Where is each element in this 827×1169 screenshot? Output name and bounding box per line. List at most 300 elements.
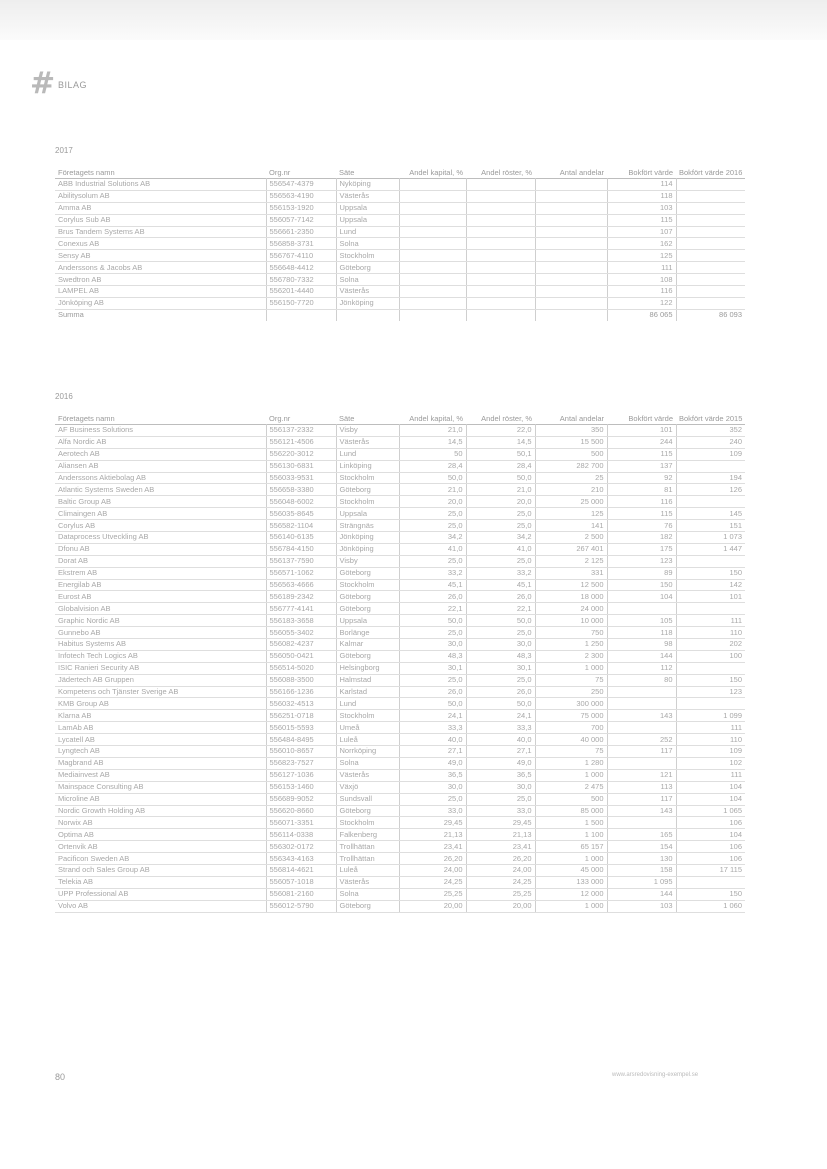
cell-shares bbox=[535, 297, 607, 309]
cell-shares: 1 100 bbox=[535, 829, 607, 841]
cell-capital bbox=[399, 297, 466, 309]
cell-book-value: 118 bbox=[607, 190, 676, 202]
cell-book-value: 182 bbox=[607, 532, 676, 544]
cell-capital bbox=[399, 202, 466, 214]
cell-name: Mainspace Consulting AB bbox=[55, 781, 266, 793]
cell-book-value-prev bbox=[676, 214, 745, 226]
cell-orgnr: 556137-7590 bbox=[266, 555, 336, 567]
cell-orgnr: 556658-3380 bbox=[266, 484, 336, 496]
cell-book-value-prev: 111 bbox=[676, 769, 745, 781]
cell-name: Graphic Nordic AB bbox=[55, 615, 266, 627]
cell-book-value-prev: 123 bbox=[676, 686, 745, 698]
cell-votes bbox=[466, 226, 535, 238]
table-row bbox=[55, 805, 745, 817]
cell-book-value-prev bbox=[676, 876, 745, 888]
cell-orgnr: 556015-5593 bbox=[266, 722, 336, 734]
cell-orgnr: 556343-4163 bbox=[266, 853, 336, 865]
cell-capital: 33,2 bbox=[399, 567, 466, 579]
cell-capital: 24,25 bbox=[399, 876, 466, 888]
table-row bbox=[55, 179, 745, 191]
cell-orgnr: 556689-9052 bbox=[266, 793, 336, 805]
cell-city: Uppsala bbox=[336, 508, 399, 520]
cell-shares: 282 700 bbox=[535, 460, 607, 472]
cell-orgnr: 556620-8660 bbox=[266, 805, 336, 817]
cell-shares: 12 000 bbox=[535, 888, 607, 900]
cell-name: LamAb AB bbox=[55, 722, 266, 734]
cell-city: Stockholm bbox=[336, 710, 399, 722]
cell-capital: 34,2 bbox=[399, 532, 466, 544]
cell-book-value-prev: 100 bbox=[676, 650, 745, 662]
cell-votes bbox=[466, 190, 535, 202]
table-row bbox=[55, 448, 745, 460]
cell-city: Trollhättan bbox=[336, 853, 399, 865]
cell-votes: 20,00 bbox=[466, 900, 535, 912]
cell-orgnr: 556127-1036 bbox=[266, 769, 336, 781]
cell-shares: 300 000 bbox=[535, 698, 607, 710]
cell-votes: 26,0 bbox=[466, 591, 535, 603]
cell-city: Trollhättan bbox=[336, 841, 399, 853]
table-row bbox=[55, 202, 745, 214]
cell-book-value: 113 bbox=[607, 781, 676, 793]
table-row bbox=[55, 460, 745, 472]
col-header-city: Säte bbox=[339, 168, 355, 177]
cell-shares: 141 bbox=[535, 520, 607, 532]
cell-name: Mediainvest AB bbox=[55, 769, 266, 781]
cell-shares bbox=[535, 309, 607, 320]
cell-name: ABB Industrial Solutions AB bbox=[55, 179, 266, 191]
table-row bbox=[55, 484, 745, 496]
cell-orgnr: 556048-6002 bbox=[266, 496, 336, 508]
cell-orgnr: 556220-3012 bbox=[266, 448, 336, 460]
col-header-book-value-prev: Bokfört värde 2015 bbox=[679, 414, 743, 423]
cell-book-value: 143 bbox=[607, 710, 676, 722]
table-row bbox=[55, 543, 745, 555]
cell-votes: 21,13 bbox=[466, 829, 535, 841]
cell-book-value: 80 bbox=[607, 674, 676, 686]
cell-capital: 25,0 bbox=[399, 627, 466, 639]
cell-name: Anderssons Aktiebolag AB bbox=[55, 472, 266, 484]
cell-shares bbox=[535, 286, 607, 298]
cell-book-value: 144 bbox=[607, 650, 676, 662]
col-header-capital: Andel kapital, % bbox=[409, 168, 463, 177]
cell-name: Summa bbox=[58, 310, 84, 320]
cell-name: Abilitysolum AB bbox=[55, 190, 266, 202]
cell-capital: 27,1 bbox=[399, 746, 466, 758]
table-year: 2017 bbox=[55, 146, 73, 155]
cell-votes bbox=[466, 297, 535, 309]
cell-name: Aerotech AB bbox=[55, 448, 266, 460]
cell-votes: 21,0 bbox=[466, 484, 535, 496]
cell-city: Jönköping bbox=[336, 297, 399, 309]
cell-shares: 24 000 bbox=[535, 603, 607, 615]
cell-orgnr: 556035-8645 bbox=[266, 508, 336, 520]
table-year: 2016 bbox=[55, 392, 73, 401]
col-header-orgnr: Org.nr bbox=[269, 168, 291, 177]
cell-book-value: 115 bbox=[607, 214, 676, 226]
cell-orgnr: 556050-0421 bbox=[266, 650, 336, 662]
cell-city: Luleå bbox=[336, 864, 399, 876]
cell-book-value-prev bbox=[676, 226, 745, 238]
table-row bbox=[55, 520, 745, 532]
cell-shares: 2 500 bbox=[535, 532, 607, 544]
cell-book-value bbox=[607, 722, 676, 734]
cell-book-value-prev bbox=[676, 250, 745, 262]
cell-name: Ortenvik AB bbox=[55, 841, 266, 853]
cell-book-value: 118 bbox=[607, 627, 676, 639]
cell-shares: 125 bbox=[535, 508, 607, 520]
cell-book-value-prev: 104 bbox=[676, 781, 745, 793]
header-label: BILAG bbox=[58, 80, 88, 90]
cell-city: Uppsala bbox=[336, 615, 399, 627]
cell-city: Visby bbox=[336, 555, 399, 567]
cell-name: Aliansen AB bbox=[55, 460, 266, 472]
cell-capital: 33,3 bbox=[399, 722, 466, 734]
cell-name: Optima AB bbox=[55, 829, 266, 841]
cell-book-value-prev: 1 073 bbox=[676, 532, 745, 544]
cell-city: Nyköping bbox=[336, 179, 399, 191]
cell-book-value-prev: 109 bbox=[676, 448, 745, 460]
table-row bbox=[55, 793, 745, 805]
cell-name: Conexus AB bbox=[55, 238, 266, 250]
table-row bbox=[55, 853, 745, 865]
cell-name: Brus Tandem Systems AB bbox=[55, 226, 266, 238]
cell-shares: 133 000 bbox=[535, 876, 607, 888]
cell-city: Västerås bbox=[336, 436, 399, 448]
cell-book-value: 116 bbox=[607, 496, 676, 508]
cell-name: Norwix AB bbox=[55, 817, 266, 829]
cell-book-value-prev: 101 bbox=[676, 591, 745, 603]
cell-name: LAMPEL AB bbox=[55, 286, 266, 298]
cell-book-value-prev bbox=[676, 460, 745, 472]
cell-book-value-prev: 126 bbox=[676, 484, 745, 496]
cell-book-value: 86 065 bbox=[607, 309, 676, 320]
cell-votes: 25,25 bbox=[466, 888, 535, 900]
cell-orgnr: 556183-3658 bbox=[266, 615, 336, 627]
cell-shares: 65 157 bbox=[535, 841, 607, 853]
table-row bbox=[55, 817, 745, 829]
cell-votes: 49,0 bbox=[466, 757, 535, 769]
col-header-capital: Andel kapital, % bbox=[409, 414, 463, 423]
cell-orgnr: 556201-4440 bbox=[266, 286, 336, 298]
cell-votes: 26,20 bbox=[466, 853, 535, 865]
cell-orgnr: 556010-8657 bbox=[266, 746, 336, 758]
cell-name: Sensy AB bbox=[55, 250, 266, 262]
cell-orgnr: 556057-1018 bbox=[266, 876, 336, 888]
cell-capital: 40,0 bbox=[399, 734, 466, 746]
cell-votes: 48,3 bbox=[466, 650, 535, 662]
cell-orgnr: 556189-2342 bbox=[266, 591, 336, 603]
cell-book-value-prev: 106 bbox=[676, 841, 745, 853]
col-header-book-value: Bokfört värde bbox=[628, 168, 673, 177]
cell-book-value: 92 bbox=[607, 472, 676, 484]
cell-book-value: 175 bbox=[607, 543, 676, 555]
cell-city: Norrköping bbox=[336, 746, 399, 758]
cell-orgnr: 556858-3731 bbox=[266, 238, 336, 250]
cell-votes: 24,00 bbox=[466, 864, 535, 876]
cell-book-value-prev: 194 bbox=[676, 472, 745, 484]
cell-votes bbox=[466, 179, 535, 191]
cell-city: Stockholm bbox=[336, 496, 399, 508]
cell-orgnr: 556082-4237 bbox=[266, 639, 336, 651]
table-row bbox=[55, 472, 745, 484]
col-header-orgnr: Org.nr bbox=[269, 414, 291, 423]
cell-shares bbox=[535, 226, 607, 238]
cell-capital: 25,0 bbox=[399, 520, 466, 532]
cell-book-value-prev: 145 bbox=[676, 508, 745, 520]
cell-name: Infotech Tech Logics AB bbox=[55, 650, 266, 662]
col-header-shares: Antal andelar bbox=[559, 414, 604, 423]
cell-capital: 50,0 bbox=[399, 698, 466, 710]
cell-name: Swedtron AB bbox=[55, 274, 266, 286]
cell-book-value: 114 bbox=[607, 179, 676, 191]
col-header-votes: Andel röster, % bbox=[481, 168, 532, 177]
cell-city: Göteborg bbox=[336, 567, 399, 579]
cell-city: Borlänge bbox=[336, 627, 399, 639]
cell-city: Göteborg bbox=[336, 262, 399, 274]
cell-shares bbox=[535, 274, 607, 286]
cell-name: Alfa Nordic AB bbox=[55, 436, 266, 448]
table-row bbox=[55, 876, 745, 888]
cell-book-value: 81 bbox=[607, 484, 676, 496]
cell-shares bbox=[535, 190, 607, 202]
holdings-table-2016 bbox=[55, 404, 745, 913]
cell-name: Strand och Sales Group AB bbox=[55, 864, 266, 876]
cell-votes: 24,25 bbox=[466, 876, 535, 888]
cell-book-value: 1 095 bbox=[607, 876, 676, 888]
cell-city: Jönköping bbox=[336, 532, 399, 544]
cell-shares: 210 bbox=[535, 484, 607, 496]
cell-capital: 29,45 bbox=[399, 817, 466, 829]
cell-capital: 33,0 bbox=[399, 805, 466, 817]
cell-book-value bbox=[607, 686, 676, 698]
cell-votes: 25,0 bbox=[466, 555, 535, 567]
cell-city: Kalmar bbox=[336, 639, 399, 651]
cell-capital: 25,0 bbox=[399, 793, 466, 805]
cell-shares: 45 000 bbox=[535, 864, 607, 876]
table-row bbox=[55, 615, 745, 627]
cell-name: Klarna AB bbox=[55, 710, 266, 722]
cell-city: Västerås bbox=[336, 190, 399, 202]
cell-city: Göteborg bbox=[336, 900, 399, 912]
cell-votes: 22,1 bbox=[466, 603, 535, 615]
cell-city: Linköping bbox=[336, 460, 399, 472]
cell-shares: 1 000 bbox=[535, 769, 607, 781]
cell-shares: 15 500 bbox=[535, 436, 607, 448]
cell-votes: 20,0 bbox=[466, 496, 535, 508]
cell-book-value: 252 bbox=[607, 734, 676, 746]
cell-name: Eurost AB bbox=[55, 591, 266, 603]
cell-book-value-prev: 111 bbox=[676, 722, 745, 734]
cell-book-value-prev bbox=[676, 603, 745, 615]
cell-shares bbox=[535, 179, 607, 191]
cell-book-value: 165 bbox=[607, 829, 676, 841]
table-row bbox=[55, 686, 745, 698]
cell-votes: 36,5 bbox=[466, 769, 535, 781]
cell-book-value: 117 bbox=[607, 793, 676, 805]
cell-capital: 30,1 bbox=[399, 662, 466, 674]
cell-name: Telekia AB bbox=[55, 876, 266, 888]
cell-shares: 25 000 bbox=[535, 496, 607, 508]
cell-orgnr: 556784-4150 bbox=[266, 543, 336, 555]
table-header-row bbox=[55, 404, 745, 425]
cell-shares: 25 bbox=[535, 472, 607, 484]
cell-orgnr: 556514-5020 bbox=[266, 662, 336, 674]
cell-city: Karlstad bbox=[336, 686, 399, 698]
cell-name: Microline AB bbox=[55, 793, 266, 805]
cell-orgnr: 556033-9531 bbox=[266, 472, 336, 484]
cell-book-value-prev: 110 bbox=[676, 627, 745, 639]
cell-shares: 75 bbox=[535, 674, 607, 686]
table-row bbox=[55, 286, 745, 298]
cell-orgnr: 556012-5790 bbox=[266, 900, 336, 912]
cell-book-value-prev: 106 bbox=[676, 817, 745, 829]
cell-shares: 500 bbox=[535, 793, 607, 805]
cell-votes bbox=[466, 238, 535, 250]
cell-shares: 10 000 bbox=[535, 615, 607, 627]
cell-name: UPP Professional AB bbox=[55, 888, 266, 900]
table-row bbox=[55, 190, 745, 202]
cell-city: Solna bbox=[336, 888, 399, 900]
cell-book-value: 111 bbox=[607, 262, 676, 274]
table-row bbox=[55, 674, 745, 686]
cell-city: Lund bbox=[336, 448, 399, 460]
cell-votes: 40,0 bbox=[466, 734, 535, 746]
cell-capital bbox=[399, 190, 466, 202]
cell-city: Solna bbox=[336, 757, 399, 769]
cell-name: KMB Group AB bbox=[55, 698, 266, 710]
cell-orgnr: 556302-0172 bbox=[266, 841, 336, 853]
cell-capital: 20,00 bbox=[399, 900, 466, 912]
cell-city: Uppsala bbox=[336, 202, 399, 214]
cell-book-value: 158 bbox=[607, 864, 676, 876]
cell-votes: 26,0 bbox=[466, 686, 535, 698]
cell-city: Strängnäs bbox=[336, 520, 399, 532]
table-row bbox=[55, 722, 745, 734]
cell-orgnr: 556081-2160 bbox=[266, 888, 336, 900]
table-row bbox=[55, 508, 745, 520]
cell-shares: 75 000 bbox=[535, 710, 607, 722]
cell-book-value: 117 bbox=[607, 746, 676, 758]
cell-capital: 25,0 bbox=[399, 508, 466, 520]
table-row bbox=[55, 734, 745, 746]
cell-orgnr: 556055-3402 bbox=[266, 627, 336, 639]
cell-city: Stockholm bbox=[336, 817, 399, 829]
cell-book-value-prev: 106 bbox=[676, 853, 745, 865]
cell-city: Umeå bbox=[336, 722, 399, 734]
table-row bbox=[55, 769, 745, 781]
cell-book-value-prev: 150 bbox=[676, 888, 745, 900]
cell-name: Dorat AB bbox=[55, 555, 266, 567]
cell-name: Dfonu AB bbox=[55, 543, 266, 555]
table-row bbox=[55, 297, 745, 309]
cell-votes: 24,1 bbox=[466, 710, 535, 722]
cell-orgnr: 556057-7142 bbox=[266, 214, 336, 226]
cell-shares: 250 bbox=[535, 686, 607, 698]
cell-votes: 33,2 bbox=[466, 567, 535, 579]
cell-book-value: 108 bbox=[607, 274, 676, 286]
cell-city: Lund bbox=[336, 226, 399, 238]
table-row bbox=[55, 757, 745, 769]
cell-votes: 23,41 bbox=[466, 841, 535, 853]
cell-votes: 25,0 bbox=[466, 627, 535, 639]
cell-book-value-prev: 102 bbox=[676, 757, 745, 769]
cell-city: Stockholm bbox=[336, 579, 399, 591]
cell-book-value: 125 bbox=[607, 250, 676, 262]
cell-shares: 1 000 bbox=[535, 662, 607, 674]
cell-book-value: 107 bbox=[607, 226, 676, 238]
col-header-name: Företagets namn bbox=[58, 168, 115, 177]
cell-city: Göteborg bbox=[336, 603, 399, 615]
cell-book-value: 121 bbox=[607, 769, 676, 781]
cell-name: Nordic Growth Holding AB bbox=[55, 805, 266, 817]
cell-shares: 75 bbox=[535, 746, 607, 758]
cell-city: Göteborg bbox=[336, 484, 399, 496]
cell-shares bbox=[535, 238, 607, 250]
cell-name: Amma AB bbox=[55, 202, 266, 214]
cell-book-value: 103 bbox=[607, 202, 676, 214]
cell-name: Corylus AB bbox=[55, 520, 266, 532]
cell-votes: 33,3 bbox=[466, 722, 535, 734]
cell-book-value-prev: 150 bbox=[676, 674, 745, 686]
cell-capital: 21,0 bbox=[399, 484, 466, 496]
cell-book-value-prev bbox=[676, 297, 745, 309]
cell-name: Pacificon Sweden AB bbox=[55, 853, 266, 865]
cell-city: Göteborg bbox=[336, 591, 399, 603]
table-row bbox=[55, 496, 745, 508]
cell-book-value-prev: 240 bbox=[676, 436, 745, 448]
table-row bbox=[55, 829, 745, 841]
top-scan-band bbox=[0, 0, 827, 40]
cell-orgnr: 556032-4513 bbox=[266, 698, 336, 710]
cell-book-value: 162 bbox=[607, 238, 676, 250]
cell-name: AF Business Solutions bbox=[55, 425, 266, 437]
cell-capital: 28,4 bbox=[399, 460, 466, 472]
table-row bbox=[55, 274, 745, 286]
cell-capital: 30,0 bbox=[399, 639, 466, 651]
cell-orgnr: 556130-6831 bbox=[266, 460, 336, 472]
cell-votes bbox=[466, 286, 535, 298]
cell-book-value: 101 bbox=[607, 425, 676, 437]
cell-orgnr: 556150-7720 bbox=[266, 297, 336, 309]
table-row bbox=[55, 888, 745, 900]
cell-shares: 1 250 bbox=[535, 639, 607, 651]
cell-book-value-prev: 111 bbox=[676, 615, 745, 627]
cell-book-value-prev: 104 bbox=[676, 829, 745, 841]
cell-capital bbox=[399, 214, 466, 226]
cell-orgnr: 556088-3500 bbox=[266, 674, 336, 686]
cell-capital: 26,0 bbox=[399, 591, 466, 603]
cell-city: Halmstad bbox=[336, 674, 399, 686]
cell-capital: 24,1 bbox=[399, 710, 466, 722]
cell-city: Falkenberg bbox=[336, 829, 399, 841]
cell-capital: 20,0 bbox=[399, 496, 466, 508]
cell-book-value-prev bbox=[676, 496, 745, 508]
cell-book-value-prev: 86 093 bbox=[676, 309, 745, 320]
cell-name: Lyngtech AB bbox=[55, 746, 266, 758]
footer-url: www.arsredovisning-exempel.se bbox=[612, 1072, 699, 1078]
cell-votes: 14,5 bbox=[466, 436, 535, 448]
cell-city: Jönköping bbox=[336, 543, 399, 555]
cell-city: Visby bbox=[336, 425, 399, 437]
cell-book-value-prev bbox=[676, 179, 745, 191]
cell-name: Corylus Sub AB bbox=[55, 214, 266, 226]
cell-shares: 500 bbox=[535, 448, 607, 460]
cell-shares: 2 300 bbox=[535, 650, 607, 662]
table-row bbox=[55, 555, 745, 567]
cell-city: Solna bbox=[336, 238, 399, 250]
cell-book-value: 89 bbox=[607, 567, 676, 579]
cell-capital: 50,0 bbox=[399, 472, 466, 484]
